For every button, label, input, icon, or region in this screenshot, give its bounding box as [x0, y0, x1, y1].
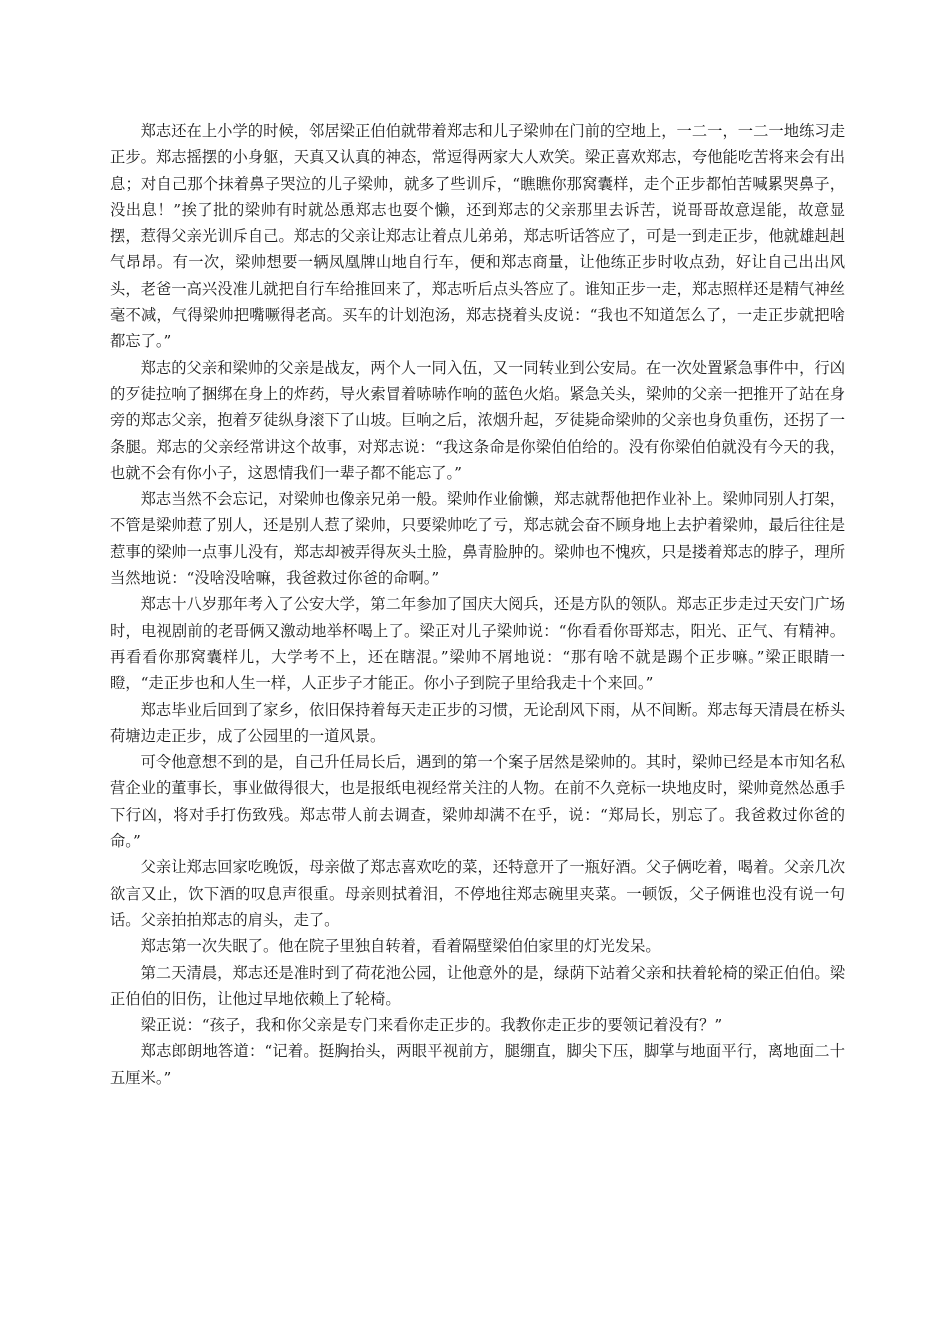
document-page — [110, 118, 845, 1091]
paragraph: 梁正说：“孩子，我和你父亲是专门来看你走正步的。我教你走正步的要领记着没有？” — [140, 1016, 723, 1035]
paragraph: 郑志十八岁那年考入了公安大学，第二年参加了国庆大阅兵，还是方队的领队。郑志正步走过天安门广场时，电视剧前的老哥俩又激动地举杯喝上了。梁正对儿子梁帅说：“你看看你哥郑志，阳光、正气、有精神。再看看你那窝囊样儿，大学考不上，还在瞎混。”梁帅不屑地说：“那有啥不就是踢个正步嘛。”梁正眼睛一瞪，“走正步也和人生一样，人正步子才能正。你小子到院子里给我走十个来回。” — [110, 595, 845, 693]
paragraph: 郑志的父亲和梁帅的父亲是战友，两个人一同入伍，又一同转业到公安局。在一次处置紧急事件中，行凶的歹徒拉响了捆绑在身上的炸药，导火索冒着哧哧作响的蓝色火焰。紧急关头，梁帅的父亲一把推开了站在身旁的郑志父亲，抱着歹徒纵身滚下了山坡。巨响之后，浓烟升起，歹徒毙命梁帅的父亲也身负重伤，还拐了一条腿。郑志的父亲经常讲这个故事，对郑志说：“我这条命是你梁伯伯给的。没有你梁伯伯就没有今天的我，也就不会有你小子，这恩情我们一辈子都不能忘了。” — [110, 358, 845, 482]
paragraph: 第二天清晨，郑志还是准时到了荷花池公园，让他意外的是，绿荫下站着父亲和扶着轮椅的梁正伯伯。梁正伯伯的旧伤，让他过早地依赖上了轮椅。 — [110, 963, 845, 1008]
paragraph: 父亲让郑志回家吃晚饭，母亲做了郑志喜欢吃的菜，还特意开了一瓶好酒。父子俩吃着，喝着。父亲几次欲言又止，饮下酒的叹息声很重。母亲则拭着泪，不停地往郑志碗里夹菜。一顿饭，父子俩谁也没有说一句话。父亲拍拍郑志的肩头，走了。 — [110, 858, 845, 929]
paragraph: 郑志毕业后回到了家乡，依旧保持着每天走正步的习惯，无论刮风下雨，从不间断。郑志每天清晨在桥头荷塘边走正步，成了公园里的一道风景。 — [110, 700, 845, 745]
paragraph: 可令他意想不到的是，自己升任局长后，遇到的第一个案子居然是梁帅的。其时，梁帅已经是本市知名私营企业的董事长，事业做得很大，也是报纸电视经常关注的人物。在前不久竞标一块地皮时，梁帅竟然怂恿手下行凶，将对手打伤致残。郑志带人前去调查，梁帅却满不在乎，说：“郑局长，别忘了。我爸救过你爸的命。” — [110, 753, 845, 851]
paragraph: 郑志当然不会忘记，对梁帅也像亲兄弟一般。梁帅作业偷懒，郑志就帮他把作业补上。梁帅同别人打架，不管是梁帅惹了别人，还是别人惹了梁帅，只要梁帅吃了亏，郑志就会奋不顾身地上去护着梁帅，最后往往是惹事的梁帅一点事儿没有，郑志却被弄得灰头土脸，鼻青脸肿的。梁帅也不愧疚，只是搂着郑志的脖子，理所当然地说：“没啥没啥嘛，我爸救过你爸的命啊。” — [110, 490, 845, 588]
paragraph: 郑志第一次失眠了。他在院子里独自转着，看着隔壁梁伯伯家里的灯光发呆。 — [140, 937, 661, 956]
paragraph: 郑志郎朗地答道：“记着。挺胸抬头，两眼平视前方，腿绷直，脚尖下压，脚掌与地面平行，离地面二十五厘米。” — [110, 1042, 845, 1087]
paragraph: 郑志还在上小学的时候，邻居梁正伯伯就带着郑志和儿子梁帅在门前的空地上，一二一，一二一地练习走正步。郑志摇摆的小身躯，天真又认真的神态，常逗得两家大人欢笑。梁正喜欢郑志，夸他能吃苦将来会有出息；对自己那个抹着鼻子哭泣的儿子梁帅，就多了些训斥，“瞧瞧你那窝囊样，走个正步都怕苦喊累哭鼻子，没出息！”挨了批的梁帅有时就怂恿郑志也耍个懒，还到郑志的父亲那里去诉苦，说哥哥故意逞能，故意显摆，惹得父亲光训斥自己。郑志的父亲让郑志让着点儿弟弟，郑志听话答应了，可是一到走正步，他就雄赳赳气昂昂。有一次，梁帅想要一辆凤凰牌山地自行车，便和郑志商量，让他练正步时收点劲，好让自己出出风头，老爸一高兴没准儿就把自行车给推回来了，郑志听后点头答应了。谁知正步一走，郑志照样还是精气神丝毫不减，气得梁帅把嘴噘得老高。买车的计划泡汤，郑志挠着头皮说：“我也不知道怎么了，一走正步就把啥都忘了。” — [110, 122, 845, 351]
